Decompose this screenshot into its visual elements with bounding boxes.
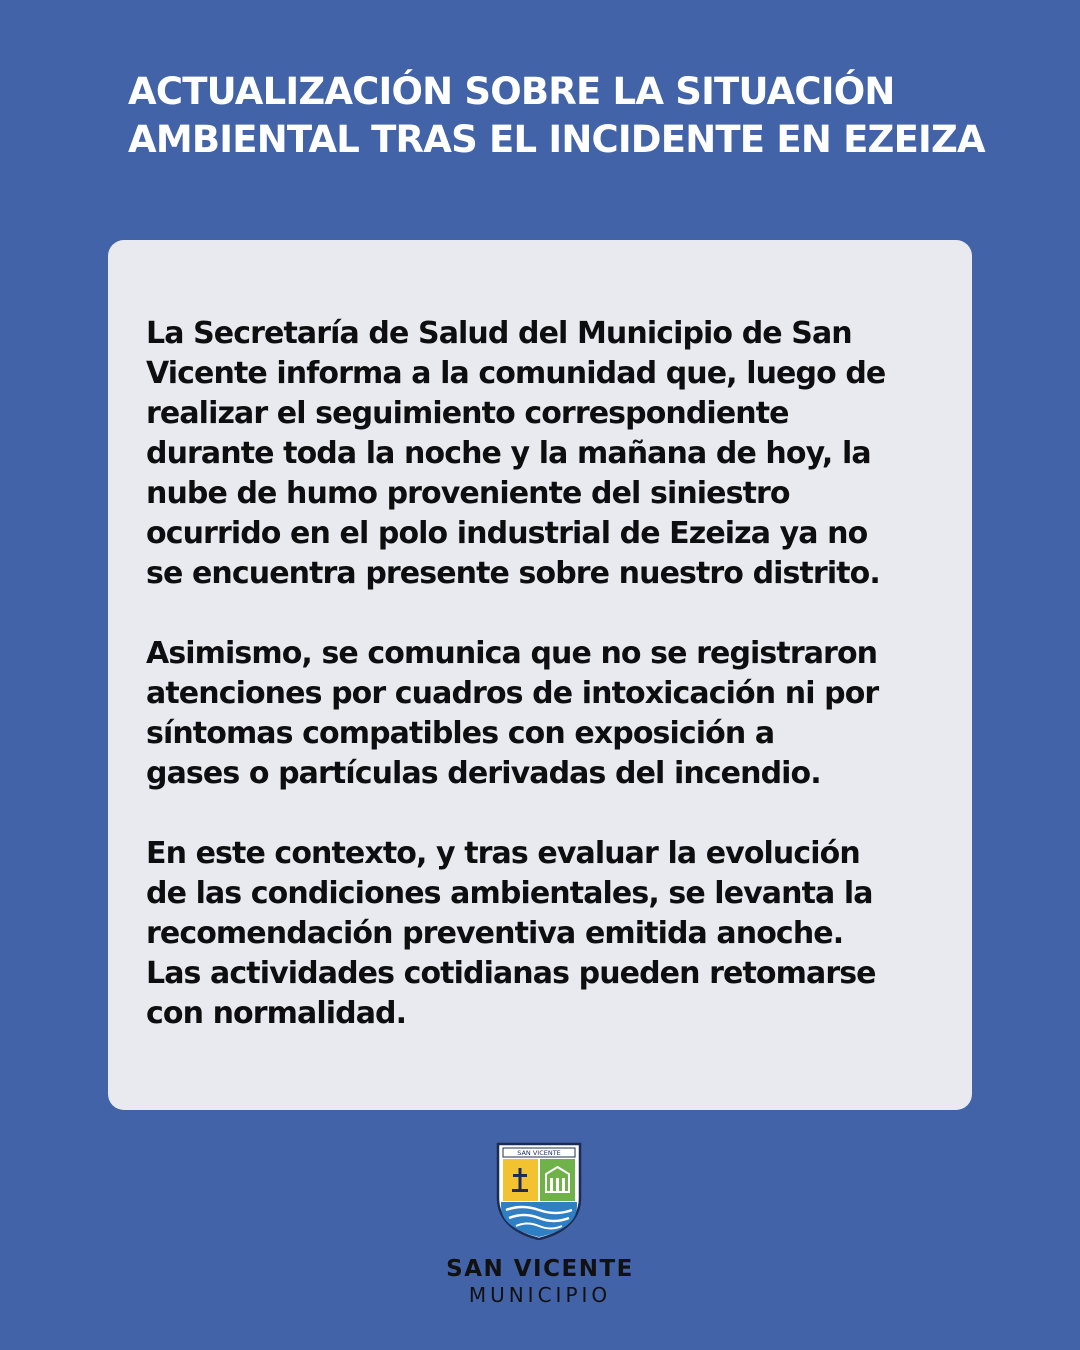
- text-line: síntomas compatibles con exposición a: [146, 716, 775, 751]
- text-line: de las condiciones ambientales, se levanta la: [146, 876, 873, 911]
- title-line: AMBIENTAL TRAS EL INCIDENTE EN EZEIZA: [128, 118, 985, 161]
- text-line: atenciones por cuadros de intoxicación ni por: [146, 676, 879, 711]
- crest-banner-text: SAN VICENTE: [517, 1149, 561, 1157]
- text-line: recomendación preventiva emitida anoche.: [146, 916, 844, 951]
- paragraph-no-intoxications: [146, 634, 946, 794]
- text-line: Asimismo, se comunica que no se registraron: [146, 636, 878, 671]
- text-line: La Secretaría de Salud del Municipio de San: [146, 316, 852, 351]
- text-line: durante toda la noche y la mañana de hoy, la: [146, 436, 871, 471]
- brand-subtitle: MUNICIPIO: [468, 1283, 612, 1307]
- title-line: ACTUALIZACIÓN SOBRE LA SITUACIÓN: [128, 70, 895, 113]
- municipal-crest-logo: [494, 1140, 584, 1240]
- text-line: ocurrido en el polo industrial de Ezeiza ya no: [146, 516, 868, 551]
- brand-name: SAN VICENTE: [446, 1256, 634, 1282]
- text-line: realizar el seguimiento correspondiente: [146, 396, 789, 431]
- text-line: con normalidad.: [146, 996, 407, 1031]
- text-line: Las actividades cotidianas pueden retomarse: [146, 956, 876, 991]
- text-line: gases o partículas derivadas del incendio.: [146, 756, 821, 791]
- page-title: [128, 68, 1028, 164]
- text-line: En este contexto, y tras evaluar la evolución: [146, 836, 860, 871]
- announcement-card: [108, 240, 972, 1110]
- crest-shield-icon: [494, 1140, 584, 1240]
- paragraph-health-report: [146, 314, 946, 594]
- text-line: se encuentra presente sobre nuestro distrito.: [146, 556, 880, 591]
- text-line: Vicente informa a la comunidad que, luego de: [146, 356, 886, 391]
- paragraph-recommendation-lifted: [146, 834, 946, 1034]
- text-line: nube de humo proveniente del siniestro: [146, 476, 790, 511]
